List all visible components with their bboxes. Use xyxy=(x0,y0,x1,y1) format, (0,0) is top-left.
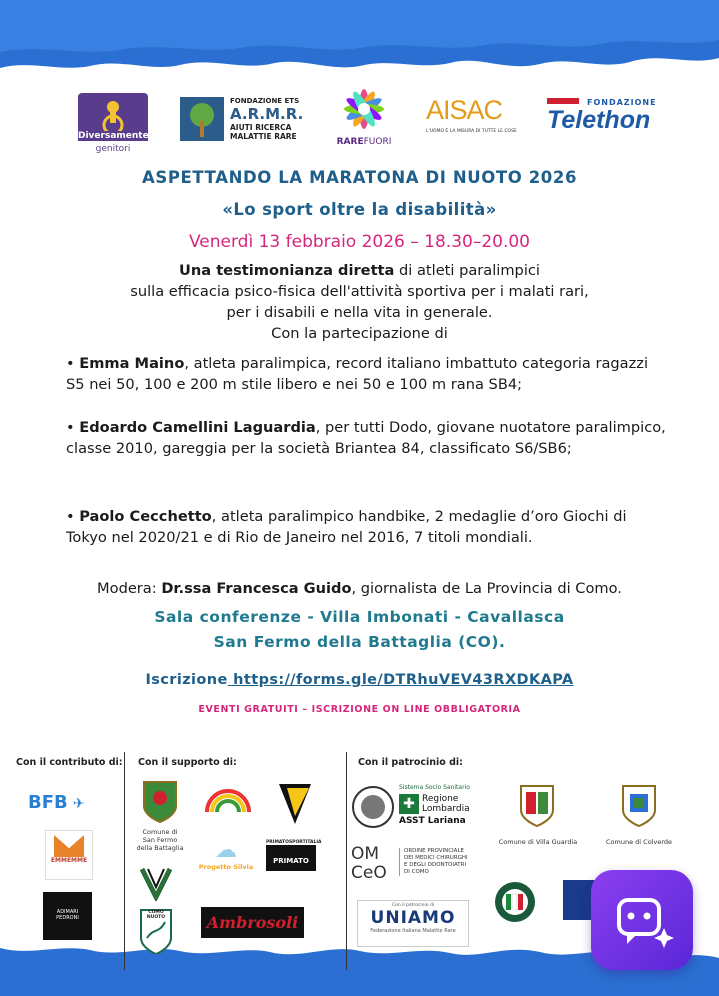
uniamo-top: Con il patrocinio di xyxy=(391,903,435,908)
rarefuori-bold: RARE xyxy=(336,137,364,147)
registration-link[interactable]: https://forms.gle/DTRhuVEV43RXDKAPA xyxy=(227,672,574,688)
como-seal-icon xyxy=(351,785,395,833)
coat-of-arms-icon xyxy=(140,778,180,828)
athlete-paragraph xyxy=(66,353,666,395)
footer-divider xyxy=(346,752,347,970)
sanfermo-2: San Fermo xyxy=(142,836,178,844)
progetto-silvia-logo: ☁ Progetto Silvia xyxy=(196,838,256,871)
intro-line3: per i disabili e nella vita in generale. xyxy=(226,304,493,321)
omceo-logo xyxy=(351,845,471,889)
registration-note: EVENTI GRATUITI – ISCRIZIONE ON LINE OBBLIGATORIA xyxy=(198,704,521,715)
chat-assistant-button[interactable] xyxy=(591,870,693,970)
event-title: ASPETTANDO LA MARATONA DI NUOTO 2026 xyxy=(141,168,578,187)
regione-2: Lombardia xyxy=(422,804,470,814)
genitori-label: genitori xyxy=(95,144,131,154)
moderator-rest: , giornalista de La Provincia di Como. xyxy=(351,580,622,597)
event-date: Venerdì 13 febbraio 2026 – 18.30–20.00 xyxy=(188,232,530,252)
regione-3: ASST Lariana xyxy=(399,816,466,826)
venue-line2: San Fermo della Battaglia (CO). xyxy=(213,633,506,651)
uniamo-logo xyxy=(357,900,469,947)
adimari-logo xyxy=(43,892,92,940)
armr-logo xyxy=(180,97,312,142)
moderator xyxy=(0,580,719,597)
rarefuori-logo xyxy=(327,83,401,153)
primato-label: PRIMATOSPORTITALIA xyxy=(266,840,322,845)
rainbow-logo xyxy=(203,778,253,826)
primato-text: PRIMATO xyxy=(266,845,316,871)
venue-line1: Sala conferenze - Villa Imbonati - Cavallasca xyxy=(154,608,565,626)
adimari-1: ADIMARI xyxy=(56,909,79,915)
flower-icon xyxy=(327,83,401,135)
omceo-t3: E DEGLI ODONTOIATRI xyxy=(404,862,467,868)
telethon-name: Telethon xyxy=(547,106,651,134)
omceo-2: CeO xyxy=(351,863,387,883)
aisac-logo xyxy=(426,95,524,141)
athlete-name: Edoardo Camellini Laguardia xyxy=(79,419,316,436)
moderator-name: Dr.ssa Francesca Guido xyxy=(161,580,352,597)
diversamente-genitori-logo xyxy=(78,93,148,158)
rosa-camuna-icon: ✚ xyxy=(399,794,419,814)
tree-icon xyxy=(180,97,224,141)
adimari-2: PEDRONI xyxy=(56,915,79,921)
colverde-label: Comune di Colverde xyxy=(606,838,672,846)
coni-icon xyxy=(493,880,537,928)
bfb-logo: BFB ✈ xyxy=(28,792,85,813)
telethon-logo xyxy=(547,96,657,140)
armr-sub1: AIUTI RICERCA xyxy=(230,123,292,132)
bullet: • xyxy=(66,355,80,372)
omceo-t1: ORDINE PROVINCIALE xyxy=(404,848,464,854)
intro-rest: di atleti paralimpici xyxy=(394,262,540,279)
bullet: • xyxy=(66,419,80,436)
villa-guardia-label: Comune di Villa Guardia xyxy=(498,838,578,846)
rarefuori-rest: FUORI xyxy=(363,137,392,147)
yellow-arrow-logo xyxy=(273,780,317,830)
omceo-t2: DEI MEDICI CHIRURGHI xyxy=(404,855,468,861)
patrocinio-heading: Con il patrocinio di: xyxy=(358,757,463,768)
athlete-text: , per tutti Dodo, giovane nuotatore paralimpico, xyxy=(315,419,666,436)
progetto-silvia-text: Progetto Silvia xyxy=(198,863,254,871)
contributo-heading: Con il contributo di: xyxy=(16,757,123,768)
event-subtitle: «Lo sport oltre la disabilità» xyxy=(222,200,497,219)
intro-bold: Una testimonianza diretta xyxy=(179,262,395,279)
como-nuoto-logo xyxy=(139,908,173,954)
armr-name: A.R.M.R. xyxy=(230,105,304,123)
coat-of-arms-icon xyxy=(620,780,658,832)
emmemme-text: EMMEMME xyxy=(50,857,88,864)
top-brush-decoration xyxy=(0,0,719,90)
regione-1: Regione xyxy=(422,794,459,804)
telethon-top: FONDAZIONE xyxy=(587,98,657,107)
aisac-tagline: L'UOMO È LA MISURA DI TUTTE LE COSE xyxy=(426,129,517,134)
ambrosoli-logo: Ambrosoli xyxy=(201,907,304,938)
sanfermo-label xyxy=(128,828,192,852)
supporto-heading: Con il supporto di: xyxy=(138,757,237,768)
athlete-text2: classe 2010, gareggia per la società Briantea 84, classificato S6/SB6; xyxy=(66,440,572,457)
footer-divider xyxy=(124,752,125,970)
registration xyxy=(0,672,719,688)
sanfermo-1: Comune di xyxy=(142,828,178,836)
event-intro xyxy=(0,260,719,344)
aisac-name: AISAC xyxy=(426,95,503,125)
intro-line4: Con la partecipazione di xyxy=(271,325,448,342)
emmemme-logo xyxy=(45,830,93,880)
armr-sub2: MALATTIE RARE xyxy=(230,132,297,141)
athlete-text: , atleta paralimpica, record italiano imbattuto categoria ragazzi S5 nei 50, 100 e 200 m stile libero e nei 50 e 100 m rana SB4; xyxy=(66,355,649,393)
athlete-text: , atleta paralimpico handbike, 2 medaglie d’oro Giochi di Tokyo nel 2020/21 e di Rio de Janeiro nel 2016, 7 titoli mondiali. xyxy=(66,508,627,546)
bfb-text: BFB xyxy=(28,792,68,813)
athlete-paragraph xyxy=(66,417,666,459)
sanfermo-3: della Battaglia xyxy=(136,844,184,852)
regione-top: Sistema Socio Sanitario xyxy=(399,784,470,791)
vector-v-logo xyxy=(140,867,172,905)
omceo-1: OM xyxy=(351,844,380,864)
moderator-label: Modera: xyxy=(97,580,162,597)
bullet: • xyxy=(66,508,80,525)
omceo-t4: DI COMO xyxy=(404,869,429,875)
primato-logo xyxy=(266,840,322,871)
athlete-paragraph xyxy=(66,506,666,548)
chat-bot-icon xyxy=(591,870,693,970)
uniamo-sub: Federazione Italiana Malattie Rare xyxy=(370,928,456,934)
como-nuoto-text: COMO NUOTO xyxy=(146,910,166,920)
uniamo-text: UNIAMO xyxy=(370,908,456,928)
coat-of-arms-icon xyxy=(518,780,556,832)
armr-top-text: FONDAZIONE ETS xyxy=(230,97,300,105)
intro-line2: sulla efficacia psico-fisica dell'attività sportiva per i malati rari, xyxy=(130,283,589,300)
diversamente-label: Diversamente xyxy=(78,131,149,141)
athlete-name: Emma Maino xyxy=(79,355,185,372)
regione-lombardia-logo xyxy=(399,784,484,826)
athlete-name: Paolo Cecchetto xyxy=(79,508,212,525)
registration-label: Iscrizione xyxy=(145,672,228,688)
